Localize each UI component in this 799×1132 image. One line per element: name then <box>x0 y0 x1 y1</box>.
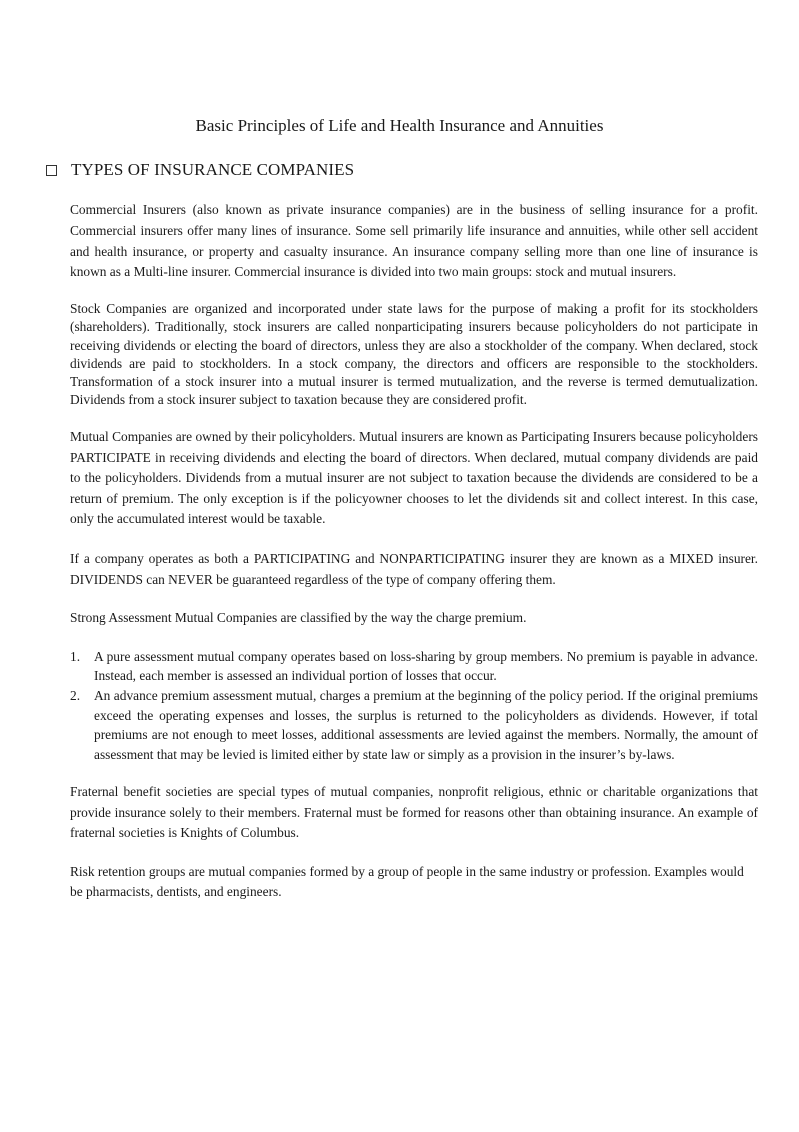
paragraph-assessment-intro: Strong Assessment Mutual Companies are classified by the way the charge premium. <box>70 610 527 626</box>
paragraph-mixed: If a company operates as both a PARTICIPATING and NONPARTICIPATING insurer they are known as a MIXED insurer. DIVIDENDS can NEVER be guaranteed regardless of the type of company offering them. <box>70 551 758 587</box>
paragraph-mutual: Mutual Companies are owned by their policyholders. Mutual insurers are known as Participating Insurers because policyholders PARTICIPATE in receiving dividends and electing the board of directors. When declared, mutual company dividends are paid to the policyholders. Dividends from a mutual insurer are not subject to taxation because the dividends are considered to be a return of premium. The only exception is if the policyowner chooses to let the dividends sit and collect interest. In this case, only the accumulated interest would be taxable. <box>70 429 758 527</box>
paragraph-stock: Stock Companies are organized and incorporated under state laws for the purpose of making a profit for its stockholders (shareholders). Traditionally, stock insurers are called nonparticipating insurers because policyholders do not participate in receiving dividends or electing the board of directors, unless they are also a stockholder of the company. When declared, stock dividends are paid to stockholders. In a stock company, the directors and officers are responsible to the stockholders. Transformation of a stock insurer into a mutual insurer is termed mutualization, and the reverse is termed demutualization. Dividends from a stock insurer subject to taxation because they are considered profit. <box>70 301 758 408</box>
section-heading <box>46 160 354 180</box>
paragraph-commercial: Commercial Insurers (also known as private insurance companies) are in the business of selling insurance for a profit. Commercial insurers offer many lines of insurance. Some sell primarily life insurance and annuities, while other sell accident and health insurance, or property and casualty insurance. An insurance company selling more than one line of insurance is known as a Multi-line insurer. Commercial insurance is divided into two main groups: stock and mutual insurers. <box>70 202 758 280</box>
list-item-text: An advance premium assessment mutual, charges a premium at the beginning of the policy period. If the original premiums exceed the operating expenses and losses, the surplus is returned to the policyholders as dividends. However, if total premiums are not enough to meet losses, additional assessments are levied against the members. Normally, the amount of assessment that may be levied is limited either by state law or simply as a provision in the insurer’s by-laws. <box>94 687 758 762</box>
list-item <box>70 647 758 686</box>
assessment-list <box>70 647 758 765</box>
page-title: Basic Principles of Life and Health Insurance and Annuities <box>195 116 604 135</box>
square-bullet-icon <box>46 165 57 176</box>
list-item-number: 1. <box>70 648 81 664</box>
paragraph-risk-retention: Risk retention groups are mutual companies formed by a group of people in the same industry or profession. Examples would be pharmacists, dentists, and engineers. <box>70 863 744 900</box>
list-item-text: A pure assessment mutual company operates based on loss-sharing by group members. No premium is payable in advance. Instead, each member is assessed an individual portion of losses that occur. <box>94 648 758 684</box>
paragraph-fraternal: Fraternal benefit societies are special types of mutual companies, nonprofit religious, ethnic or charitable organizations that provide insurance solely to their members. Fraternal must be formed for reasons other than obtaining insurance. An example of fraternal societies is Knights of Columbus. <box>70 784 758 841</box>
document-body <box>70 200 758 903</box>
list-item-number: 2. <box>70 687 81 703</box>
section-heading-text: TYPES OF INSURANCE COMPANIES <box>71 160 355 179</box>
list-item <box>70 686 758 764</box>
